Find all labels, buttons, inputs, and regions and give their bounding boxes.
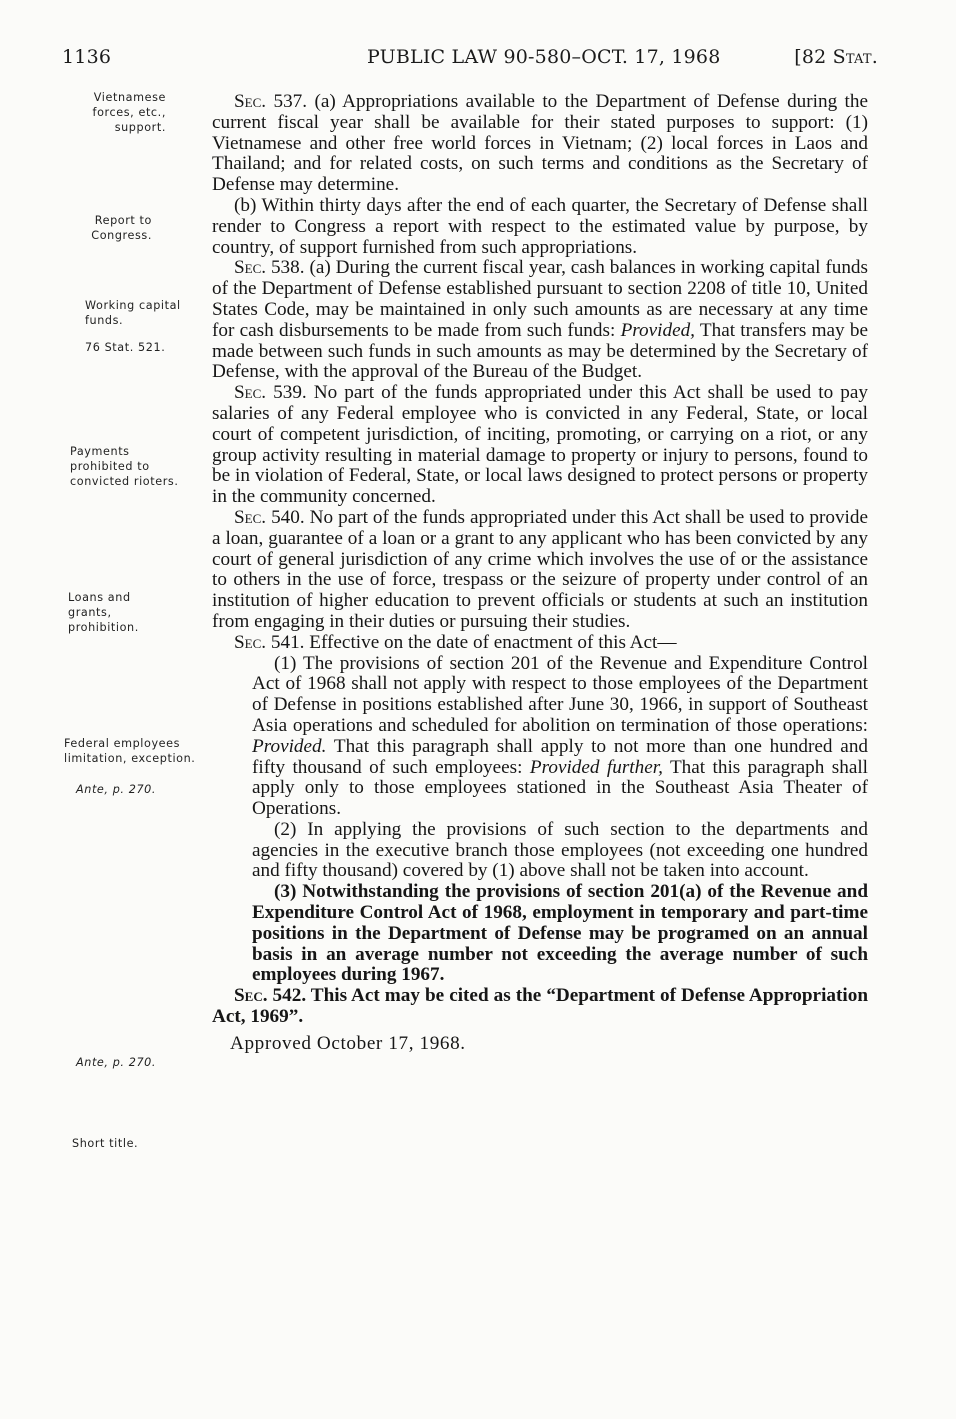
section-542: Sec. 542. This Act may be cited as the “Department of Defense Appropriation Act, 1969”.	[212, 985, 868, 1028]
page-header	[62, 46, 878, 72]
section-540: Sec. 540. No part of the funds appropriated under this Act shall be used to provide a loan, guarantee of a loan or a grant to any applicant who has been convicted by any court of general jurisdiction of any crime which involves the use of or the assistance to others in the use of force, trespass or the seizure of property under control of an institution of higher education to prevent officials or students at such an institution from engaging in their duties or pursuing their studies.	[212, 506, 868, 632]
section-541-3: (3) Notwithstanding the provisions of section 201(a) of the Revenue and Expenditure Control Act of 1968, employment in temporary and part-time positions in the Department of Defense may be programed on an annual basis in an average number not exceeding the average number of such employees during 1967.	[252, 881, 868, 986]
margin-note-federal-employees: Federal employees limitation, exception.	[64, 737, 196, 765]
section-538: Sec. 538. (a) During the current fiscal year, cash balances in working capital funds of the Department of Defense established pursuant to section 2208 of title 10, United States Code, may be maintained in only such amounts as are necessary at any time for cash disbursements to be made from such funds: Provided, That transfers may be made between such funds in such amounts as may be determined by the Secretary of Defense, with the approval of the Bureau of the Budget.	[212, 257, 869, 383]
section-541-2: (2) In applying the provisions of such section to the departments and agencies in the executive branch those employees (not exceeding one hundred and fifty thousand) covered by (1) above shall not be taken into account.	[252, 818, 868, 882]
margin-note-loans-grants: Loans and grants, prohibition.	[68, 591, 139, 634]
section-539: Sec. 539. No part of the funds appropriated under this Act shall be used to pay salaries of any Federal employee who is convicted in any Federal, State, or local court of competent jurisdiction, of inciting, promoting, or carrying on a riot, or any group activity resulting in material damage to property or injury to persons, found to be in violation of Federal, State, or local laws designed to protect persons or property in the community concerned.	[212, 382, 868, 508]
document-body	[212, 92, 868, 1055]
section-537b: (b) Within thirty days after the end of each quarter, the Secretary of Defense shall render to Congress a report with respect to the estimated value by purpose, by country, of support furnished from such appropriations.	[212, 194, 868, 258]
margin-note-payments-prohibited: Payments prohibited to convicted rioters.	[70, 445, 179, 488]
statute-reference: [82 Stat.	[794, 46, 878, 68]
margin-note-short-title: Short title.	[72, 1137, 139, 1150]
margin-note-vietnamese-forces: Vietnamese forces, etc., support.	[92, 91, 166, 134]
margin-note-report-to-congress: Report to Congress.	[91, 214, 152, 242]
approval-date: Approved October 17, 1968.	[230, 1032, 466, 1054]
margin-note-76-stat: 76 Stat. 521.	[85, 341, 166, 354]
section-541-1: (1) The provisions of section 201 of the Revenue and Expenditure Control Act of 1968 shall not apply with respect to those employees of the Department of Defense in positions established after June 30, 1966, in support of Southeast Asia operations and scheduled for abolition on termination of those operations: Provided. That this paragraph shall apply to not more than one hundred and fifty thousand of such employees: Provided further, That this paragraph shall apply only to those employees stationed in the Southeast Asia Theater of Operations.	[252, 652, 869, 820]
margin-note-working-capital: Working capital funds.	[85, 299, 181, 327]
margin-note-ante-2: Ante, p. 270.	[76, 1056, 157, 1069]
margin-note-ante-1: Ante, p. 270.	[76, 783, 157, 796]
section-541: Sec. 541. Effective on the date of enactment of this Act—	[234, 631, 677, 653]
page-number: 1136	[62, 46, 112, 68]
running-title: PUBLIC LAW 90-580–OCT. 17, 1968	[367, 46, 721, 68]
section-537a: Sec. 537. (a) Appropriations available to the Department of Defense during the current fiscal year shall be available for their stated purposes to support: (1) Vietnamese and other free world forces in Vietnam; (2) local forces in Laos and Thailand; and for related costs, on such terms and conditions as the Secretary of Defense may determine.	[212, 91, 869, 196]
